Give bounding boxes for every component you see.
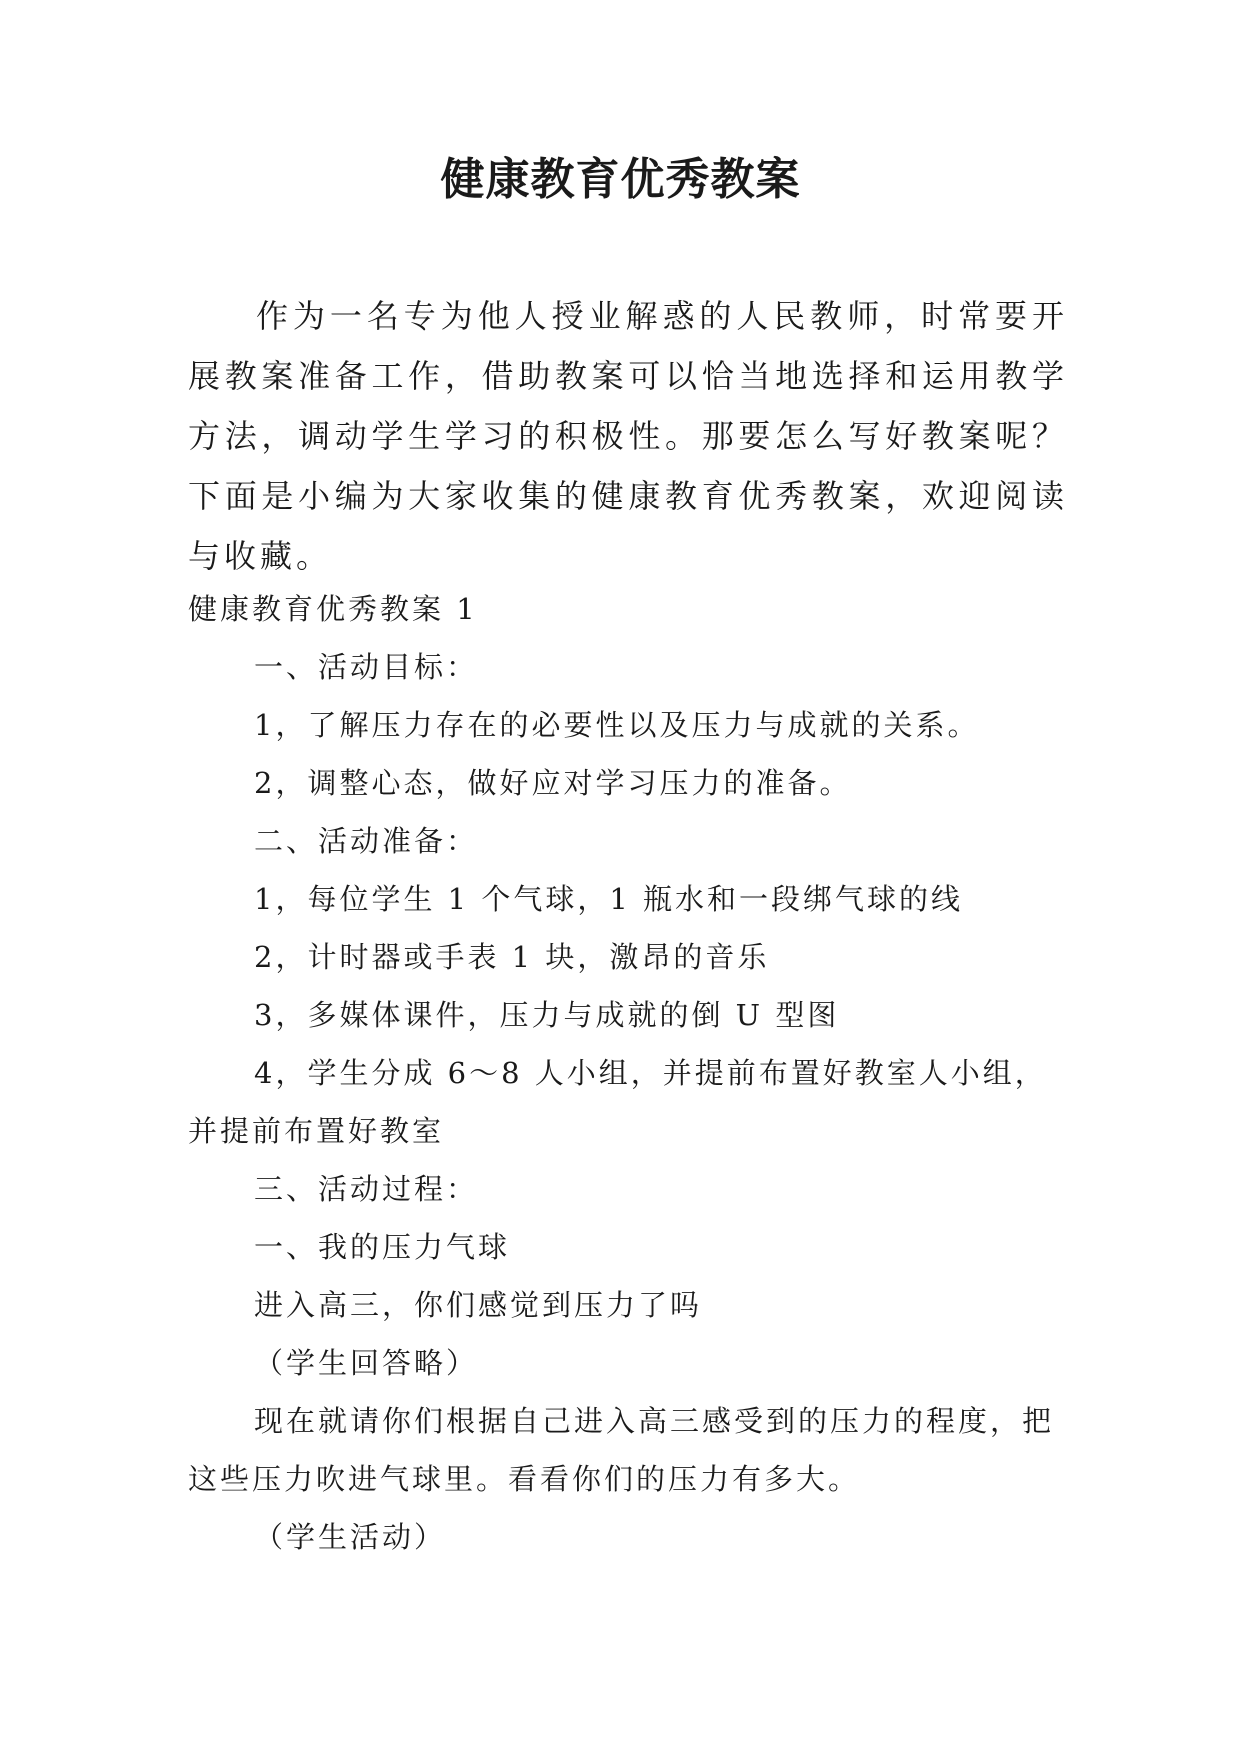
document-title: 健康教育优秀教案 <box>440 154 801 205</box>
prep-item-3: 3，多媒体课件，压力与成就的倒 U 型图 <box>254 998 840 1032</box>
prep-item-1: 1，每位学生 1 个气球，1 瓶水和一段绑气球的线 <box>254 882 964 916</box>
goal-item-1: 1，了解压力存在的必要性以及压力与成就的关系。 <box>254 708 980 742</box>
process-question: 进入高三，你们感觉到压力了吗 <box>254 1288 703 1322</box>
process-step-1: 一、我的压力气球 <box>254 1230 511 1264</box>
goal-item-2: 2，调整心态，做好应对学习压力的准备。 <box>254 766 852 800</box>
document-body <box>188 580 1068 1566</box>
prep-item-2: 2，计时器或手表 1 块，激昂的音乐 <box>254 940 770 974</box>
heading-process: 三、活动过程： <box>254 1172 479 1206</box>
prep-item-4: 4，学生分成 6～8 人小组，并提前布置好教室人小组，并提前布置好教室 <box>188 1056 1047 1148</box>
student-answer-note: （学生回答略） <box>254 1346 479 1380</box>
section-heading: 健康教育优秀教案 1 <box>188 592 478 626</box>
heading-preparation: 二、活动准备： <box>254 824 479 858</box>
student-activity-note: （学生活动） <box>254 1520 447 1554</box>
blow-balloon-paragraph: 现在就请你们根据自己进入高三感受到的压力的程度，把这些压力吹进气球里。看看你们的压力有多大。 <box>188 1404 1055 1496</box>
heading-goals: 一、活动目标： <box>254 650 479 684</box>
intro-paragraph: 作为一名专为他人授业解惑的人民教师，时常要开展教案准备工作，借助教案可以恰当地选择和运用教学方法，调动学生学习的积极性。那要怎么写好教案呢？下面是小编为大家收集的健康教育优秀教案，欢迎阅读与收藏。 <box>188 297 1068 575</box>
